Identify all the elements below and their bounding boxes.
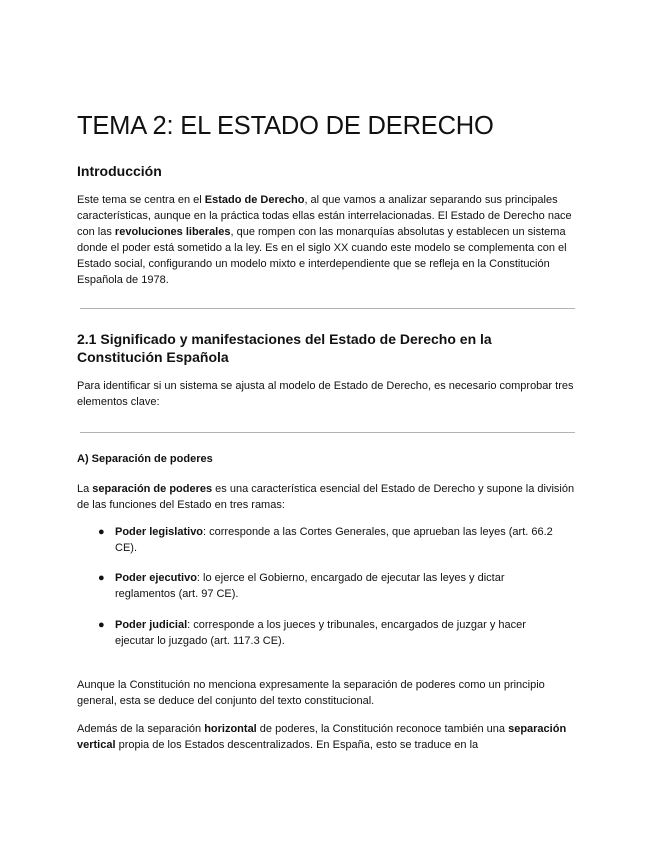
list-item-text [115, 570, 555, 602]
bold-term: Estado de Derecho [204, 194, 305, 206]
bold-term: Poder ejecutivo [115, 572, 197, 584]
text-run: de poderes, la Constitución reconoce también una [256, 723, 509, 735]
section-a-heading: A) Separación de poderes [77, 453, 213, 465]
text-run: , que rompen con las monarquías absolutas y establecen un sistema donde el poder está sometido a la ley. Es en el siglo XX cuando este modelo se complementa con el Estado social, configurando un modelo mixto e interdependiente que se refleja en la Constitución Española de 1978. [77, 226, 567, 286]
section-a-paragraph-3 [77, 721, 577, 753]
section-2-1-paragraph: Para identificar si un sistema se ajusta al modelo de Estado de Derecho, es necesario comprobar tres elementos clave: [77, 380, 574, 408]
text-run: propia de los Estados descentralizados. En España, esto se traduce en la [115, 739, 479, 751]
text-run: : lo ejerce el Gobierno, encargado de ejecutar las leyes y dictar reglamentos (art. 97 CE). [115, 572, 505, 600]
bullet-icon: ● [98, 572, 105, 584]
bold-term: separación vertical [77, 723, 567, 751]
text-run: La [77, 483, 93, 495]
document-title: TEMA 2: EL ESTADO DE DERECHO [77, 112, 494, 140]
text-run: Además de la separación [77, 723, 205, 735]
bold-term: separación de poderes [92, 483, 213, 495]
intro-paragraph [77, 192, 577, 288]
list-item-text [115, 524, 555, 556]
text-run: Este tema se centra en el [77, 194, 205, 206]
section-a-paragraph-2: Aunque la Constitución no menciona expresamente la separación de poderes como un principio general, esta se deduce del conjunto del texto constitucional. [77, 679, 545, 707]
section-2-1-heading: 2.1 Significado y manifestaciones del Estado de Derecho en la Constitución Española [77, 331, 492, 365]
text-run: : corresponde a los jueces y tribunales, encargados de juzgar y hacer ejecutar lo juzgado (art. 117.3 CE). [115, 619, 526, 647]
bold-term: Poder legislativo [115, 526, 204, 538]
bold-term: Poder judicial [115, 619, 188, 631]
text-run: es una característica esencial del Estado de Derecho y supone la división de las funciones del Estado en tres ramas: [77, 483, 575, 511]
bullet-icon: ● [98, 619, 105, 631]
section-a-paragraph [77, 481, 577, 513]
bold-term: horizontal [204, 723, 257, 735]
text-run: , al que vamos a analizar separando sus principales características, aunque en la práctica todas ellas están interrelacionadas. El Estado de Derecho nace con las [77, 194, 572, 238]
bold-term: revoluciones liberales [114, 226, 231, 238]
divider [80, 432, 575, 433]
list-item-text [115, 617, 555, 649]
bullet-icon: ● [98, 526, 105, 538]
divider [80, 308, 575, 309]
intro-heading: Introducción [77, 163, 162, 179]
text-run: : corresponde a las Cortes Generales, que aprueban las leyes (art. 66.2 CE). [115, 526, 553, 554]
